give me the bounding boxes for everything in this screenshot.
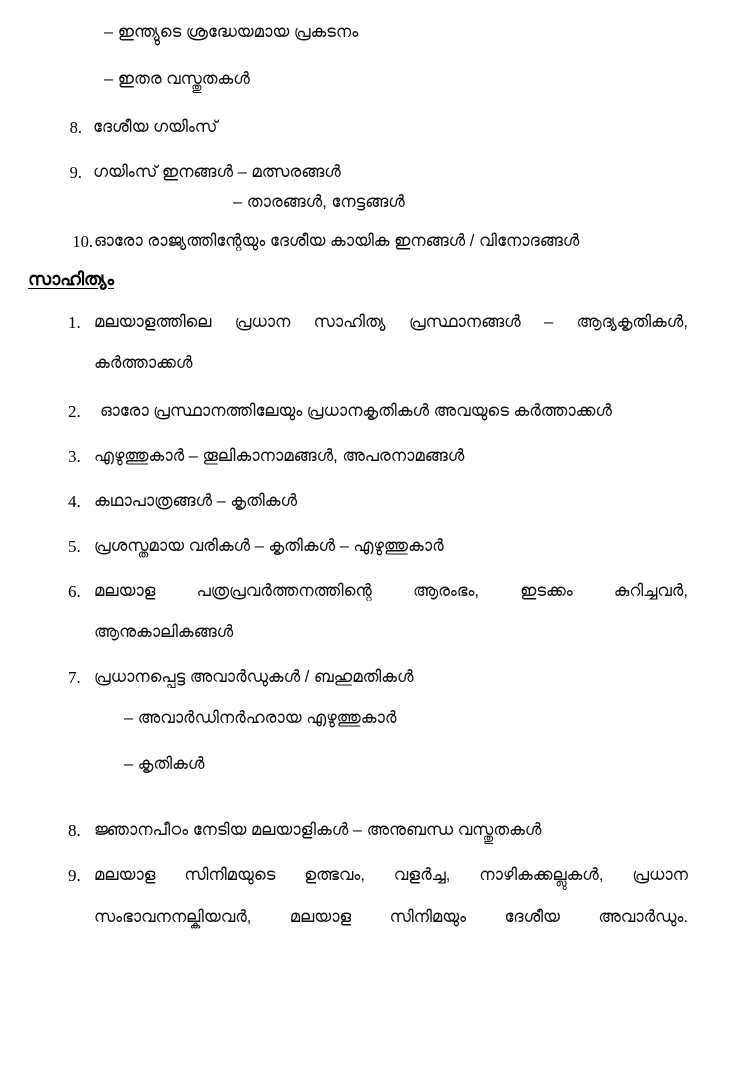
list-text: ദേശീയ ഗയിംസ് (93, 117, 218, 136)
dash-text: ഇന്ത്യുടെ ശ്രദ്ധേയമായ പ്രകടനം (117, 23, 359, 41)
list-item (64, 536, 688, 558)
continued-dash-line-1 (62, 22, 688, 43)
list-number: 5. (68, 536, 81, 556)
dash-marker: – (124, 754, 134, 773)
dash-marker: – (124, 709, 134, 728)
list-text: ഗയിംസ് ഇനങ്ങൾ – മത്സരങ്ങൾ (93, 163, 341, 182)
list-number: 6. (68, 581, 81, 601)
word: സിനിമയും (389, 907, 467, 926)
continued-dash-line-2 (62, 69, 688, 90)
list-number: 2. (68, 401, 81, 421)
list-body (94, 312, 688, 375)
sub-list-item (94, 708, 688, 729)
word: പ്രധാന (234, 312, 291, 331)
literature-list (64, 312, 688, 928)
word: ആദ്യകൃതികൾ, (576, 312, 688, 331)
word: ആരംഭം, (413, 581, 479, 600)
list-text: കഥാപാത്രങ്ങൾ – കൃതികൾ (94, 491, 298, 510)
list-text-line2 (94, 907, 688, 928)
list-body (94, 581, 688, 644)
list-item (64, 446, 688, 468)
sub-list-text: കൃതികൾ (137, 754, 205, 773)
sub-list-text: അവാർഡിനർഹരായ എഴുത്തുകാർ (137, 709, 397, 728)
list-text-line1 (94, 581, 688, 602)
dash-text: ഇതര വസ്തുതകൾ (117, 70, 250, 89)
word: – (544, 312, 554, 331)
list-text-line2: ആനുകാലികങ്ങൾ (94, 623, 234, 642)
list-body (94, 865, 688, 928)
list-body (94, 667, 688, 797)
word: മലയാള (94, 866, 156, 885)
list-text: എഴുത്തുകാർ – തൂലികാനാമങ്ങൾ, അപരനാമങ്ങൾ (94, 446, 465, 465)
list-number: 4. (68, 491, 81, 511)
list-number: 1. (68, 312, 81, 332)
word: വളർച്ച, (393, 866, 451, 885)
word: ഉത്ഭവം, (304, 866, 365, 885)
word: നാഴികക്കല്ലുകൾ, (479, 866, 604, 885)
page-title: സാഹിത്യം (28, 268, 115, 289)
list-text: ഓരോ രാജ്യത്തിന്റേയും ദേശീയ കായിക ഇനങ്ങൾ / വിനോദങ്ങൾ (94, 232, 580, 251)
list-text: പ്രശസ്തമായ വരികൾ – കൃതികൾ – എഴുത്തുകാർ (94, 536, 444, 555)
list-item (64, 820, 688, 842)
list-number: 3. (68, 446, 81, 466)
list-text: പ്രധാനപ്പെട്ട അവാർഡുകൾ / ബഹുമതികൾ (94, 667, 414, 686)
word: മലയാളത്തിലെ (94, 312, 212, 331)
list-number: 9. (69, 163, 82, 183)
word: പ്രസ്ഥാനങ്ങൾ (408, 312, 521, 331)
dash-marker: – (104, 23, 114, 41)
word: സിനിമയുടെ (184, 866, 276, 885)
list-number: 8. (68, 821, 81, 841)
continued-list-section (62, 22, 688, 253)
word: അവാർഡും. (598, 907, 688, 926)
list-number: 8. (69, 117, 82, 137)
list-item (64, 312, 688, 375)
list-text: ജ്ഞാനപീഠം നേടിയ മലയാളികൾ – അനുബന്ധ വസ്തുതകൾ (94, 821, 542, 840)
list-text-line2: കർത്താക്കൾ (94, 354, 193, 373)
list-number: 9. (68, 866, 81, 886)
list-number: 7. (68, 667, 81, 687)
word: സാഹിത്യ (313, 312, 386, 331)
section-heading-wrapper (28, 267, 688, 312)
dash-marker: – (104, 70, 114, 89)
word: പ്രധാന (632, 866, 688, 885)
word: മലയാള (289, 907, 352, 926)
list-text-line1 (94, 312, 688, 333)
list-text-line1 (94, 865, 688, 886)
word: ഇടക്കം (520, 581, 573, 600)
list-item-10-continued (62, 231, 688, 252)
list-item (64, 865, 688, 928)
word: കുറിച്ചവർ, (613, 581, 688, 600)
list-item (64, 581, 688, 644)
sub-list-item (94, 754, 688, 775)
sub-list (94, 708, 688, 775)
list-subline: – താരങ്ങൾ, നേട്ടങ്ങൾ (233, 192, 405, 211)
word: പത്രപ്രവർത്തനത്തിന്റെ (196, 581, 372, 600)
word: മലയാള (94, 581, 156, 600)
list-item (64, 491, 688, 513)
word: ദേശീയ (504, 907, 560, 926)
list-body (93, 162, 688, 213)
list-item-8-continued (62, 117, 688, 138)
list-item-9-continued (62, 162, 688, 213)
list-item (64, 401, 688, 423)
list-text: ഓരോ പ്രസ്ഥാനത്തിലേയും പ്രധാനകൃതികൾ അവയുടെ കർത്താക്കൾ (100, 401, 612, 420)
word: സംഭാവനനല്കിയവർ, (94, 907, 252, 926)
list-item (64, 667, 688, 797)
list-number: 10. (72, 232, 93, 252)
